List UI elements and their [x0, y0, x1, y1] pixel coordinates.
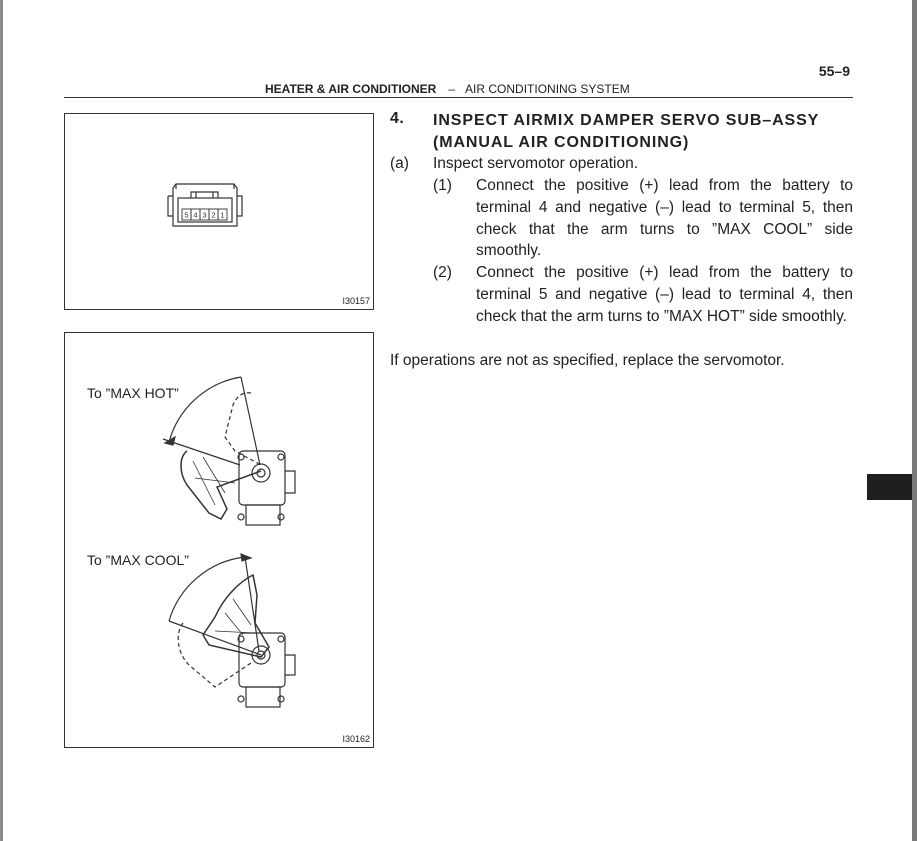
- label-max-hot: To ”MAX HOT”: [87, 385, 179, 401]
- header-rule: [64, 97, 853, 98]
- viewer-border-left: [0, 0, 3, 841]
- substep-a-text: Inspect servomotor operation.: [433, 155, 639, 172]
- item-2-label: (2): [433, 264, 452, 281]
- servo-operation-figure: [64, 332, 374, 748]
- step-number: 4.: [390, 110, 405, 127]
- figure-id-connector: I30157: [342, 296, 370, 306]
- connector-pin-1: 1: [220, 210, 225, 220]
- connector-pin-4: 4: [193, 210, 198, 220]
- item-1-label: (1): [433, 177, 452, 194]
- item-1-text: Connect the positive (+) lead from the battery to terminal 4 and negative (–) lead to terminal 5, then check that the arm turns to ”MAX COOL” side smoothly.: [476, 177, 853, 260]
- header-separator: –: [448, 82, 456, 96]
- connector-figure: [64, 113, 374, 310]
- label-max-cool: To ”MAX COOL”: [87, 552, 189, 568]
- viewer-scrollbar[interactable]: [912, 0, 917, 841]
- item-2-text: Connect the positive (+) lead from the battery to terminal 5 and negative (–) lead to terminal 4, then check that the arm turns to ”MAX HOT” side smoothly.: [476, 264, 853, 325]
- step-title-line-2: (MANUAL AIR CONDITIONING): [433, 134, 690, 151]
- header-subsection: AIR CONDITIONING SYSTEM: [465, 82, 630, 96]
- substep-a-label: (a): [390, 155, 409, 172]
- step-title: [433, 110, 858, 154]
- connector-pin-5: 5: [184, 210, 189, 220]
- connector-pin-3: 3: [202, 210, 207, 220]
- figure-id-servo: I30162: [342, 734, 370, 744]
- step-title-line-1: INSPECT AIRMIX DAMPER SERVO SUB–ASSY: [433, 112, 820, 129]
- connector-diagram: [65, 114, 373, 309]
- header-section: HEATER & AIR CONDITIONER: [265, 82, 437, 96]
- page-number: 55–9: [818, 63, 850, 79]
- section-thumb-tab: [867, 474, 912, 500]
- replacement-note: If operations are not as specified, replace the servomotor.: [390, 352, 785, 369]
- connector-pin-2: 2: [211, 210, 216, 220]
- page-header: [265, 82, 630, 96]
